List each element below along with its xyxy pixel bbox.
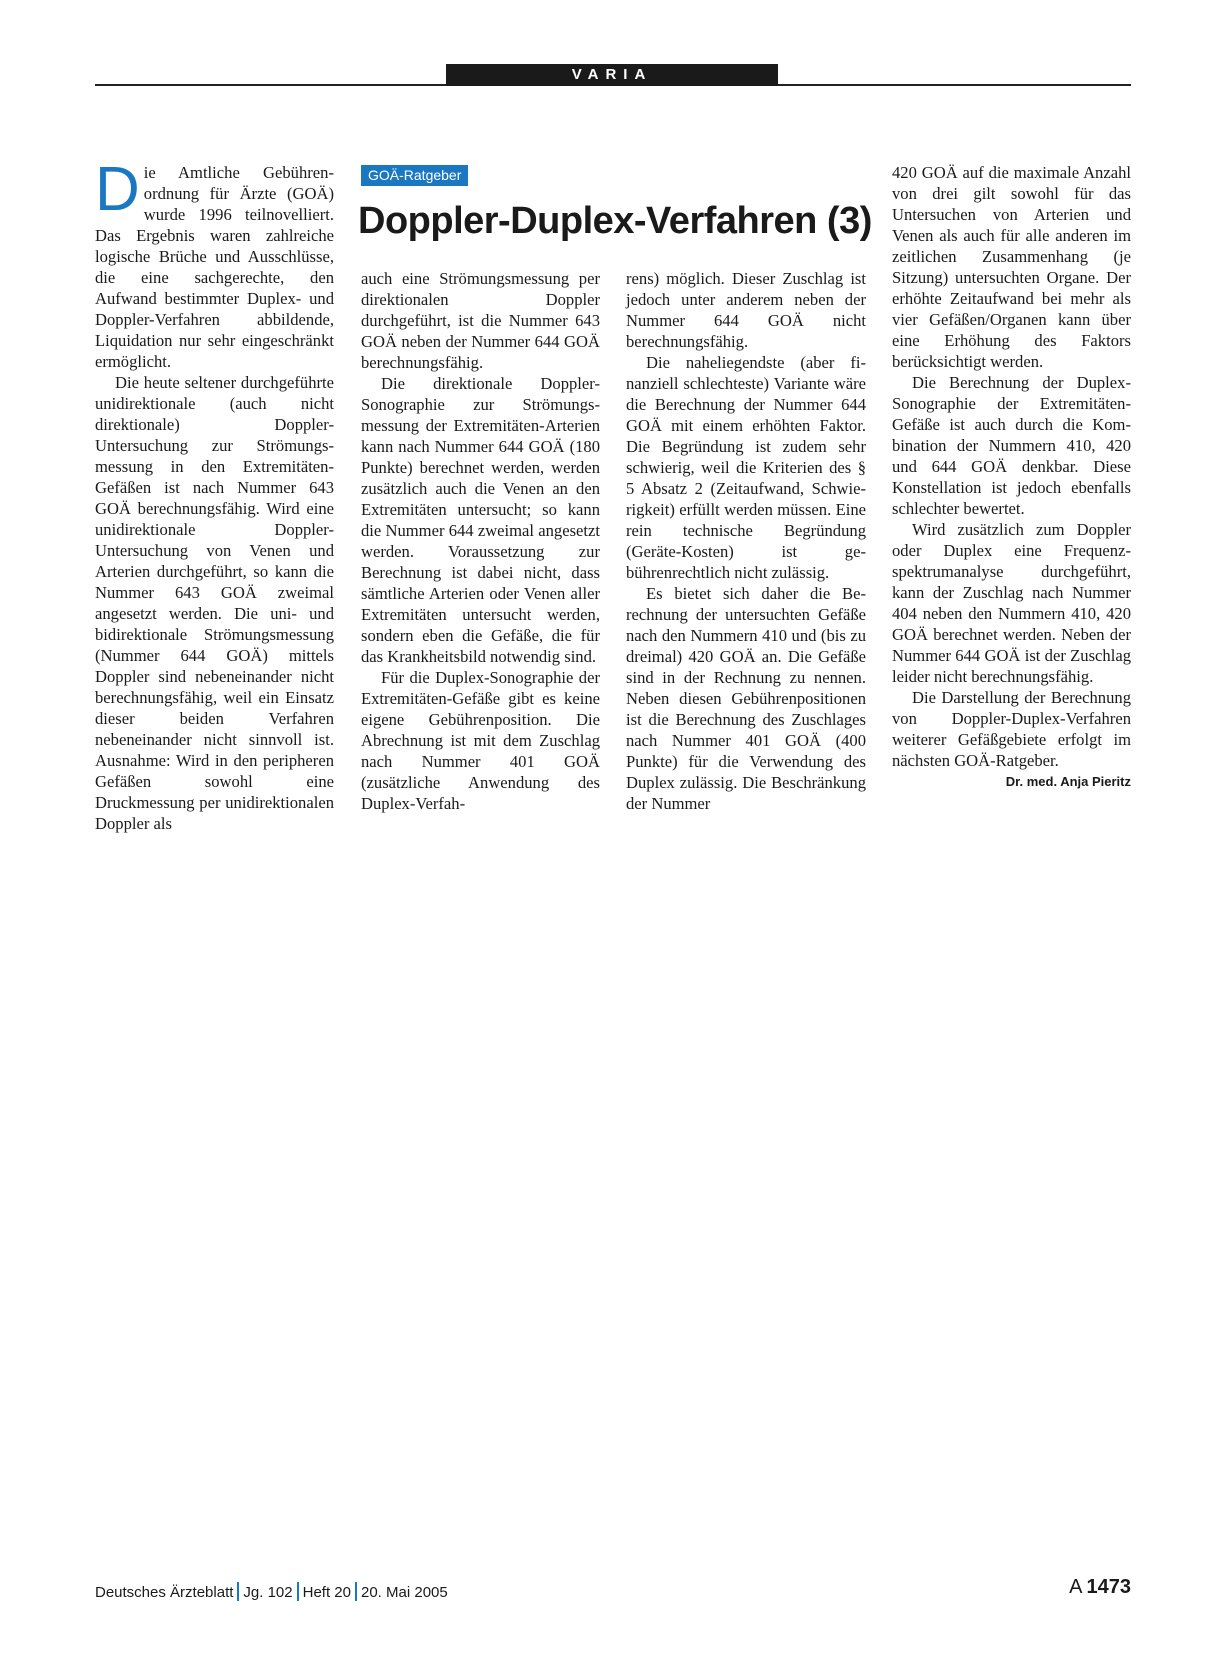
paragraph: Es bietet sich daher die Berechnung der untersuchten Gefäße nach den Nummern 410 und (bis zu dreimal) 420 GOÄ an. Die Gefäße sind in der Rechnung zu nennen. Neben diesen Gebührenpositionen ist die Berechnung des Zuschlages nach Nummer 401 GOÄ (400 Punkte) für die Verwendung des Duplex zulässig. Die Beschränkung der Nummer: [626, 584, 866, 813]
page-number: [1069, 1576, 1131, 1599]
rubric-badge: GOÄ-Ratgeber: [361, 165, 468, 186]
paragraph: Für die Duplex-Sonographie der Extremitäten-Gefäße gibt es keine eigene Gebührenposition. Die Abrechnung ist mit dem Zuschlag nach Nummer 401 GOÄ (zusätzliche Anwendung des Duplex-Verfah-: [361, 668, 600, 813]
paragraph: rens) möglich. Dieser Zuschlag ist jedoch unter anderem neben der Nummer 644 GOÄ nicht berechnungsfähig.: [626, 269, 866, 351]
article-column-1: [95, 155, 334, 834]
article-title: Doppler-Duplex-Verfahren (3): [358, 200, 872, 242]
article-column-3: [626, 268, 866, 814]
paragraph: Die Darstellung der Berechnung von Doppler-Duplex-Verfahren weiterer Gefäßgebiete erfolgt im nächsten GOÄ-Ratgeber.: [892, 688, 1131, 770]
author-byline: Dr. med. Anja Pieritz: [1005, 774, 1131, 789]
article-column-2: [361, 268, 600, 814]
paragraph: 420 GOÄ auf die maximale Anzahl von drei gilt sowohl für das Untersuchen von Arterien und Venen als auch für alle anderen im zeitlichen Zusammenhang (je Sitzung) untersuchten Organe. Der erhöhte Zeitaufwand bei mehr als vier Gefäßen/Organen kann über eine Erhöhung des Faktors berücksichtigt werden.: [892, 163, 1131, 371]
page-prefix: A: [1069, 1576, 1083, 1598]
article-column-4: [892, 162, 1131, 793]
paragraph: Die naheliegendste (aber finanziell schlechteste) Variante wäre die Berechnung der Nummer 644 GOÄ mit einem erhöhten Faktor. Die Begründung ist zudem sehr schwierig, weil die Kriterien des § 5 Absatz 2 (Zeitaufwand, Schwierigkeit) erfüllt werden müssen. Eine rein technische Begründung (Geräte-Kosten) ist gebührenrechtlich nicht zulässig.: [626, 353, 866, 582]
paragraph: auch eine Strömungsmessung per direktionalen Doppler durchgeführt, ist die Nummer 643 GOÄ neben der Nummer 644 GOÄ berechnungsfähig.: [361, 269, 600, 372]
footer-separator: [297, 1582, 299, 1601]
issue-date: 20. Mai 2005: [361, 1584, 448, 1601]
paragraph: Wird zusätzlich zum Doppler oder Duplex eine Frequenzspektrumanalyse durchgeführt, kann der Zuschlag nach Nummer 404 neben den Nummern 410, 420 GOÄ berechnet werden. Neben der Nummer 644 GOÄ ist der Zuschlag leider nicht berechnungsfähig.: [892, 520, 1131, 686]
intro-paragraph: [95, 155, 334, 372]
page-footer: [95, 1582, 448, 1601]
paragraph: Die heute seltener durchgeführte unidirektionale (auch nicht direktionale) Doppler-Untersuchung zur Strömungsmessung in den Extremitäten-Gefäßen ist nach Nummer 643 GOÄ berechnungsfähig. Wird eine unidirektionale Doppler-Untersuchung von Venen und Arterien durchgeführt, so kann die Nummer 643 GOÄ zweimal angesetzt werden. Die uni- und bidirektionale Strömungsmessung (Nummer 644 GOÄ) mittels Doppler sind nebeneinander nicht berechnungsfähig, weil ein Einsatz dieser beiden Verfahren nebeneinander nicht sinnvoll ist. Ausnahme: Wird in den peripheren Gefäßen sowohl eine Druckmessung per unidirektionalen Doppler als: [95, 373, 334, 833]
paragraph: Die Berechnung der Duplex-Sonographie der Extremitäten-Gefäße ist auch durch die Kombination der Nummern 410, 420 und 644 GOÄ denkbar. Diese Konstellation ist jedoch ebenfalls schlechter bewertet.: [892, 373, 1131, 518]
page-number-value: 1473: [1086, 1576, 1131, 1598]
journal-volume: Jg. 102: [243, 1584, 293, 1601]
footer-separator: [355, 1582, 357, 1601]
journal-issue: Heft 20: [302, 1584, 351, 1601]
paragraph-text: ie Amtliche Gebührenordnung für Ärzte (GOÄ) wurde 1996 teilnovelliert. Das Ergebnis waren zahlreiche logische Brüche und Ausschlüsse, die eine sachgerechte, den Aufwand bestimmter Duplex- und Doppler-Verfahren abbildende, Liquidation nur sehr eingeschränkt ermöglicht.: [95, 163, 334, 371]
paragraph: Die direktionale Doppler-Sonographie zur Strömungsmessung der Extremitäten-Arterien kann nach Nummer 644 GOÄ (180 Punkte) berechnet werden, werden zusätzlich auch die Venen an den Extremitäten untersucht; so kann die Nummer 644 zweimal angesetzt werden. Voraussetzung zur Berechnung ist dabei nicht, dass sämtliche Arterien oder Venen aller Extremitäten untersucht werden, sondern eben die Gefäße, die für das Krankheitsbild notwendig sind.: [361, 374, 600, 666]
section-label: VARIA: [446, 64, 778, 86]
footer-separator: [237, 1582, 239, 1601]
dropcap-letter: D: [95, 155, 140, 224]
journal-name: Deutsches Ärzteblatt: [95, 1584, 234, 1601]
